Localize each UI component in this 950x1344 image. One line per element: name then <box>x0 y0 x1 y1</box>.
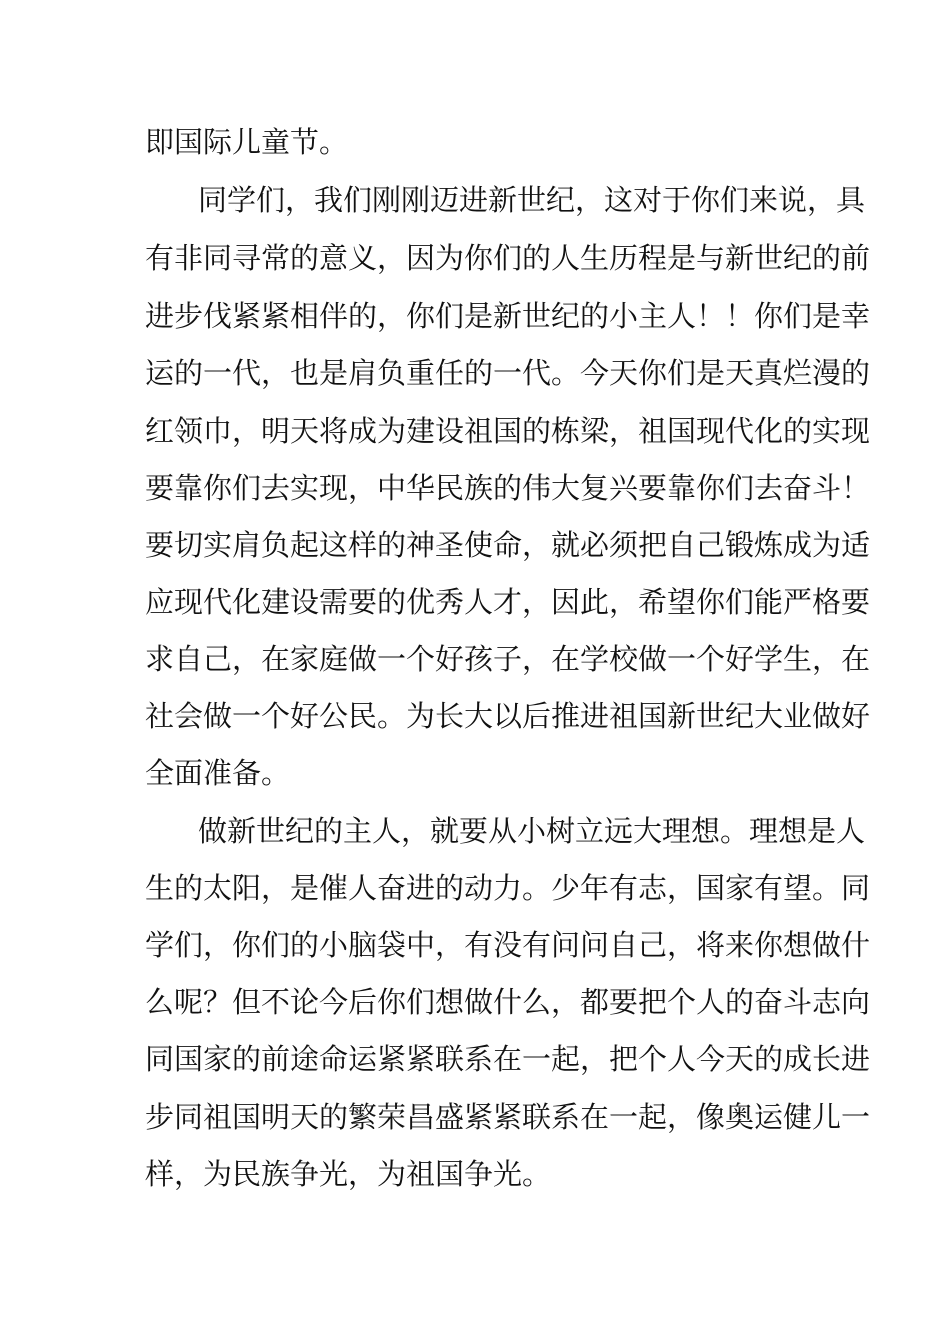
text-line: 有非同寻常的意义，因为你们的人生历程是与新世纪的前 <box>145 241 871 275</box>
text-line: 运的一代，也是肩负重任的一代。今天你们是天真烂漫的 <box>145 356 871 390</box>
text-line: 红领巾，明天将成为建设祖国的栋梁，祖国现代化的实现 <box>145 414 871 448</box>
text-line: 应现代化建设需要的优秀人才，因此，希望你们能严格要 <box>145 585 871 619</box>
text-line: 生的太阳，是催人奋进的动力。少年有志，国家有望。同 <box>145 871 871 905</box>
paragraph-first-line: 做新世纪的主人，就要从小树立远大理想。理想是人 <box>198 814 866 848</box>
text-line: 进步伐紧紧相伴的，你们是新世纪的小主人！！你们是幸 <box>145 299 871 333</box>
text-line: 求自己，在家庭做一个好孩子，在学校做一个好学生，在 <box>145 642 871 676</box>
text-line: 样，为民族争光，为祖国争光。 <box>145 1157 552 1191</box>
text-line: 要靠你们去实现，中华民族的伟大复兴要靠你们去奋斗！ <box>145 471 871 505</box>
text-line: 同国家的前途命运紧紧联系在一起，把个人今天的成长进 <box>145 1042 871 1076</box>
text-line: 步同祖国明天的繁荣昌盛紧紧联系在一起，像奥运健儿一 <box>145 1100 871 1134</box>
text-line: 即国际儿童节。 <box>145 125 349 159</box>
paragraph-first-line: 同学们，我们刚刚迈进新世纪，这对于你们来说，具 <box>198 183 866 217</box>
text-line: 学们，你们的小脑袋中，有没有问问自己，将来你想做什 <box>145 928 871 962</box>
text-line: 社会做一个好公民。为长大以后推进祖国新世纪大业做好 <box>145 699 871 733</box>
text-line: 要切实肩负起这样的神圣使命，就必须把自己锻炼成为适 <box>145 528 871 562</box>
text-line: 么呢？但不论今后你们想做什么，都要把个人的奋斗志向 <box>145 985 871 1019</box>
text-line: 全面准备。 <box>145 756 291 790</box>
